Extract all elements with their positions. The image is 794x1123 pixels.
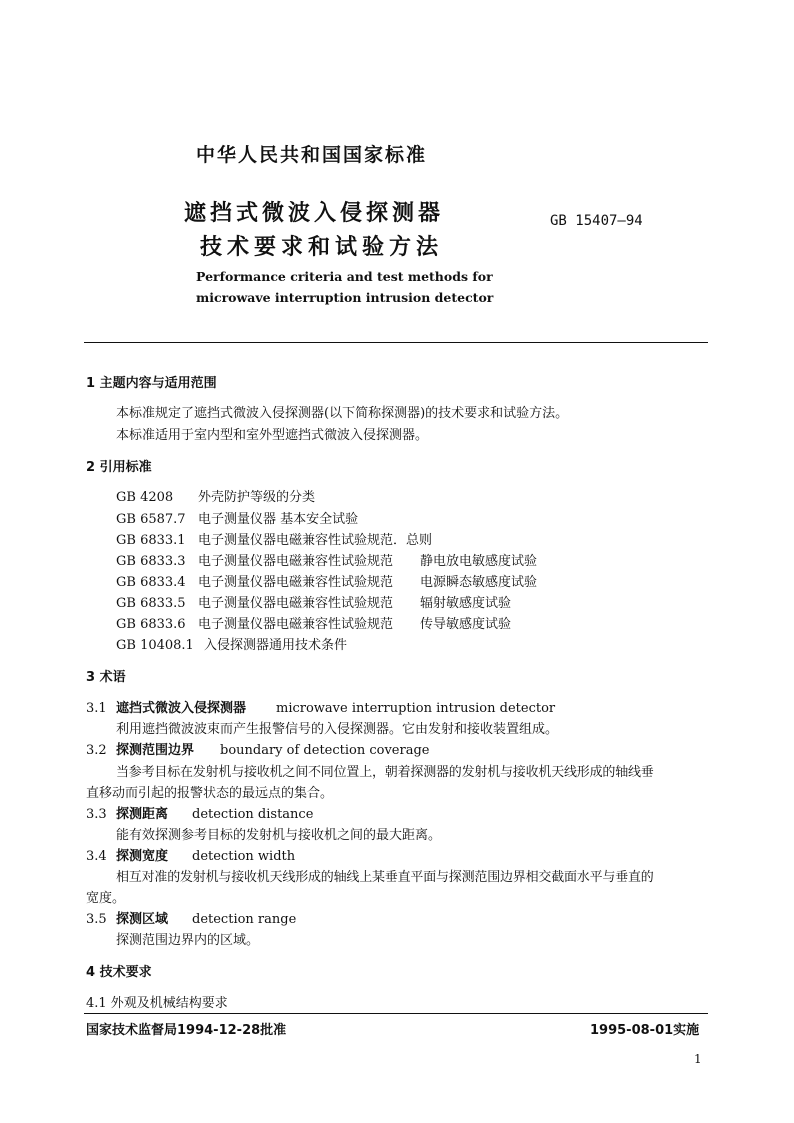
term-3-3 (86, 803, 313, 822)
section2-heading: 2 引用标准 (86, 460, 152, 475)
approval-date: 国家技术监督局1994-12-28批准 (86, 1023, 287, 1038)
reference-subtitle: 电源瞬态敏感度试验 (420, 575, 538, 590)
page-number: 1 (694, 1052, 702, 1066)
reference-subtitle: 传导敏感度试验 (420, 617, 512, 632)
reference-code: GB 10408.1 (116, 638, 194, 653)
section4-1-heading: 4.1 外观及机械结构要求 (86, 996, 228, 1011)
section1-heading: 1 主题内容与适用范围 (86, 376, 217, 391)
term-3-5-definition: 探测范围边界内的区域。 (116, 933, 260, 948)
term-number: 3.5 (86, 912, 107, 927)
english-title-line2: microwave interruption intrusion detector (196, 290, 494, 305)
section3-heading: 3 术语 (86, 670, 126, 685)
reference-name: 电子测量仪器 基本安全试验 (198, 512, 359, 527)
term-english: detection range (192, 912, 297, 927)
reference-code: GB 6587.7 (116, 512, 186, 527)
term-english: detection width (192, 849, 296, 864)
term-english: detection distance (192, 807, 314, 822)
term-english: microwave interruption intrusion detector (276, 701, 556, 716)
footer-divider (84, 1013, 708, 1014)
term-chinese: 探测范围边界 (116, 743, 195, 758)
reference-subtitle: 静电放电敏感度试验 (420, 554, 538, 569)
reference-name: 电子测量仪器电磁兼容性试验规范 (198, 575, 394, 590)
reference-item (116, 613, 511, 632)
section1-para2: 本标准适用于室内型和室外型遮挡式微波入侵探测器。 (116, 428, 429, 443)
term-chinese: 遮挡式微波入侵探测器 (116, 701, 247, 716)
term-number: 3.4 (86, 849, 107, 864)
reference-name: 电子测量仪器电磁兼容性试验规范 (198, 554, 394, 569)
reference-name: 电子测量仪器电磁兼容性试验规范．总则 (198, 533, 433, 548)
term-3-4-definition-line1: 相互对准的发射机与接收机天线形成的轴线上某垂直平面与探测范围边界相交截面水平与垂直的 (116, 870, 654, 885)
term-3-2-definition-line1: 当参考目标在发射机与接收机之间不同位置上，朝着探测器的发射机与接收机天线形成的轴线垂 (116, 765, 654, 780)
term-3-4 (86, 845, 295, 864)
reference-code: GB 6833.3 (116, 554, 186, 569)
reference-item (116, 486, 315, 505)
reference-item (116, 634, 347, 653)
term-chinese: 探测距离 (116, 807, 169, 822)
english-title-line1: Performance criteria and test methods for (196, 269, 493, 284)
term-3-3-definition: 能有效探测参考目标的发射机与接收机之间的最大距离。 (116, 828, 442, 843)
header-divider (84, 342, 708, 343)
reference-code: GB 6833.1 (116, 533, 186, 548)
reference-code: GB 4208 (116, 490, 174, 505)
reference-name: 电子测量仪器电磁兼容性试验规范 (198, 617, 394, 632)
document-title-line1: 遮挡式微波入侵探测器 (184, 201, 445, 226)
section4-heading: 4 技术要求 (86, 965, 152, 980)
reference-name: 电子测量仪器电磁兼容性试验规范 (198, 596, 394, 611)
country-standard-title: 中华人民共和国国家标准 (196, 144, 428, 166)
term-number: 3.3 (86, 807, 107, 822)
reference-code: GB 6833.6 (116, 617, 186, 632)
section1-para1: 本标准规定了遮挡式微波入侵探测器(以下简称探测器)的技术要求和试验方法。 (116, 406, 569, 421)
reference-item (116, 529, 432, 548)
standard-number: GB 15407—94 (550, 213, 643, 229)
reference-subtitle: 辐射敏感度试验 (420, 596, 512, 611)
term-number: 3.2 (86, 743, 107, 758)
reference-code: GB 6833.4 (116, 575, 186, 590)
reference-item (116, 550, 537, 569)
term-number: 3.1 (86, 701, 107, 716)
reference-code: GB 6833.5 (116, 596, 186, 611)
reference-item (116, 592, 511, 611)
reference-item (116, 508, 358, 527)
term-3-1 (86, 697, 555, 716)
implementation-date: 1995-08-01实施 (590, 1023, 700, 1038)
term-3-5 (86, 908, 296, 927)
term-3-2 (86, 739, 429, 758)
term-chinese: 探测宽度 (116, 849, 169, 864)
reference-name: 外壳防护等级的分类 (198, 490, 316, 505)
reference-item (116, 571, 537, 590)
term-english: boundary of detection coverage (220, 743, 430, 758)
document-title-line2: 技术要求和试验方法 (200, 235, 444, 260)
term-3-4-definition-line2: 宽度。 (86, 891, 126, 906)
term-3-1-definition: 利用遮挡微波波束而产生报警信号的入侵探测器。它由发射和接收装置组成。 (116, 722, 559, 737)
reference-name: 入侵探测器通用技术条件 (204, 638, 348, 653)
term-3-2-definition-line2: 直移动而引起的报警状态的最远点的集合。 (86, 786, 334, 801)
term-chinese: 探测区域 (116, 912, 169, 927)
